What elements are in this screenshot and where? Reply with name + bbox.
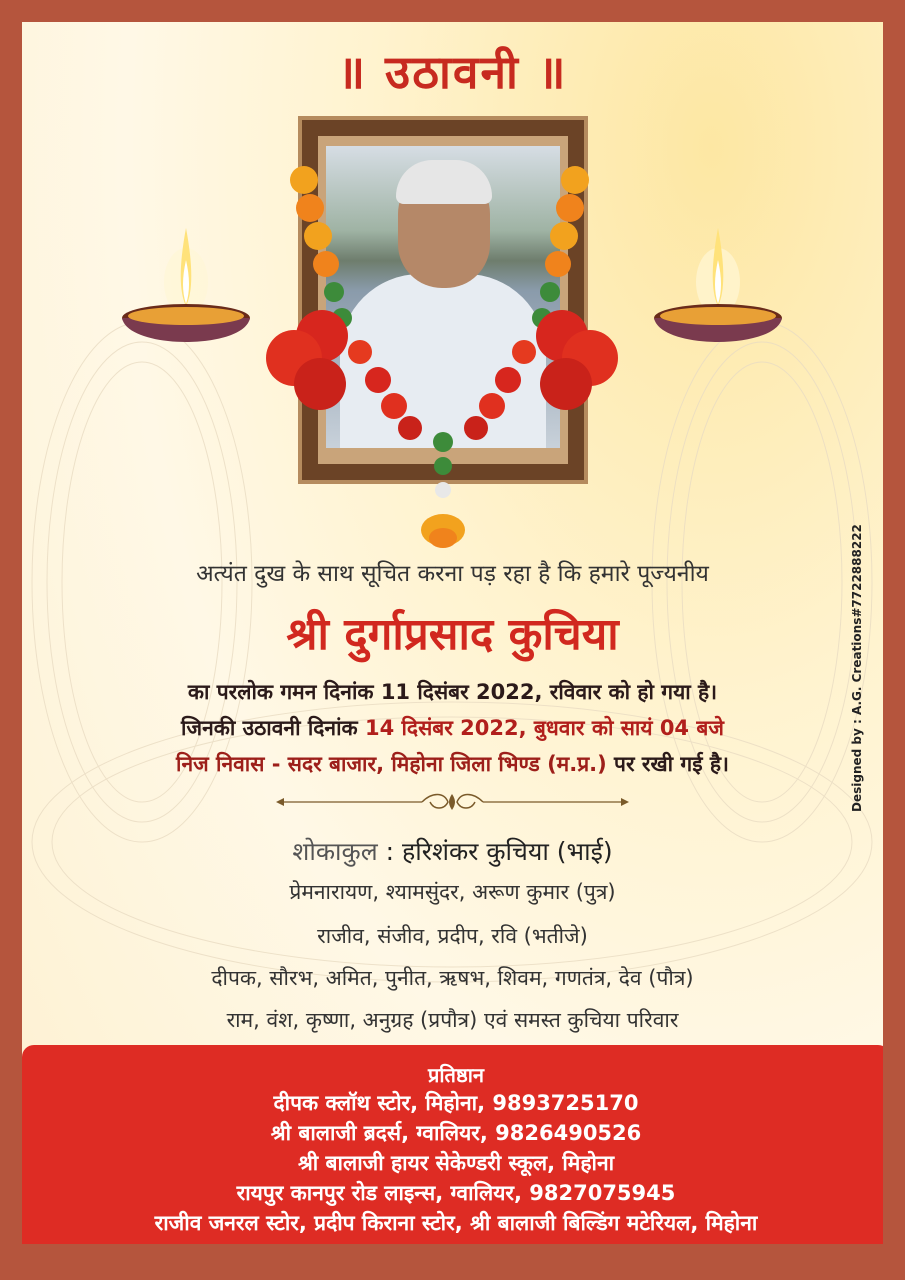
bottom-border (0, 1244, 905, 1280)
uthavani-date-highlight: 14 दिसंबर 2022, बुधवार को सायं 04 बजे (364, 716, 724, 740)
demise-date-line: का परलोक गमन दिनांक 11 दिसंबर 2022, रविवार को हो गया है। (187, 680, 718, 704)
footer-line: रायपुर कानपुर रोड लाइन्स, ग्वालियर, 9827075945 (236, 1181, 676, 1205)
page-title: ॥ उठावनी ॥ (337, 45, 568, 99)
diya-right-icon (652, 220, 784, 370)
deceased-name: श्री दुर्गाप्रसाद कुचिया (286, 609, 619, 660)
mourners-line: राम, वंश, कृष्णा, अनुग्रह (प्रपौत्र) एवं समस्त कुचिया परिवार (226, 1008, 679, 1032)
mourners-head-name: : हरिशंकर कुचिया (भाई) (377, 837, 613, 866)
photo-body (340, 274, 546, 448)
venue-highlight: निज निवास - सदर बाजार, मिहोना जिला भिण्ड (म.प्र.) (176, 752, 607, 776)
card-inner (22, 22, 883, 1280)
footer-line: राजीव जनरल स्टोर, प्रदीप किराना स्टोर, श्री बालाजी बिल्डिंग मटेरियल, मिहोना (154, 1211, 758, 1235)
footer-line: श्री बालाजी हायर सेकेण्डरी स्कूल, मिहोना (297, 1151, 615, 1175)
mourners-label: शोकाकुल (292, 837, 378, 866)
mourners-line: राजीव, संजीव, प्रदीप, रवि (भतीजे) (317, 924, 588, 948)
mourners-line: प्रेमनारायण, श्यामसुंदर, अरूण कुमार (पुत्र) (289, 880, 616, 904)
business-footer (22, 1045, 883, 1258)
venue-suffix: पर रखी गई है। (606, 752, 729, 776)
intro-text: अत्यंत दुख के साथ सूचित करना पड़ रहा है कि हमारे पूज्यनीय (196, 561, 709, 587)
ornamental-divider-icon (272, 790, 633, 814)
footer-title: प्रतिष्ठान (427, 1063, 485, 1087)
portrait-frame (298, 116, 588, 484)
diya-left-icon (120, 220, 252, 370)
venue-line (22, 750, 883, 778)
photo-hair (396, 160, 492, 204)
uthavani-date-line (22, 714, 883, 742)
footer-line: श्री बालाजी ब्रदर्स, ग्वालियर, 9826490526 (270, 1121, 642, 1145)
uthavani-date-prefix: जिनकी उठावनी दिनांक (181, 716, 365, 740)
mourners-heading (22, 834, 883, 868)
credit-wrap (850, 524, 870, 822)
mourners-line: दीपक, सौरभ, अमित, पुनीत, ऋषभ, शिवम, गणतंत्र, देव (पौत्र) (211, 966, 694, 990)
designer-credit: Designed by : A.G. Creations#7722888222 (850, 524, 864, 812)
footer-line: दीपक क्लॉथ स्टोर, मिहोना, 9893725170 (273, 1091, 639, 1115)
portrait-photo (326, 146, 560, 448)
